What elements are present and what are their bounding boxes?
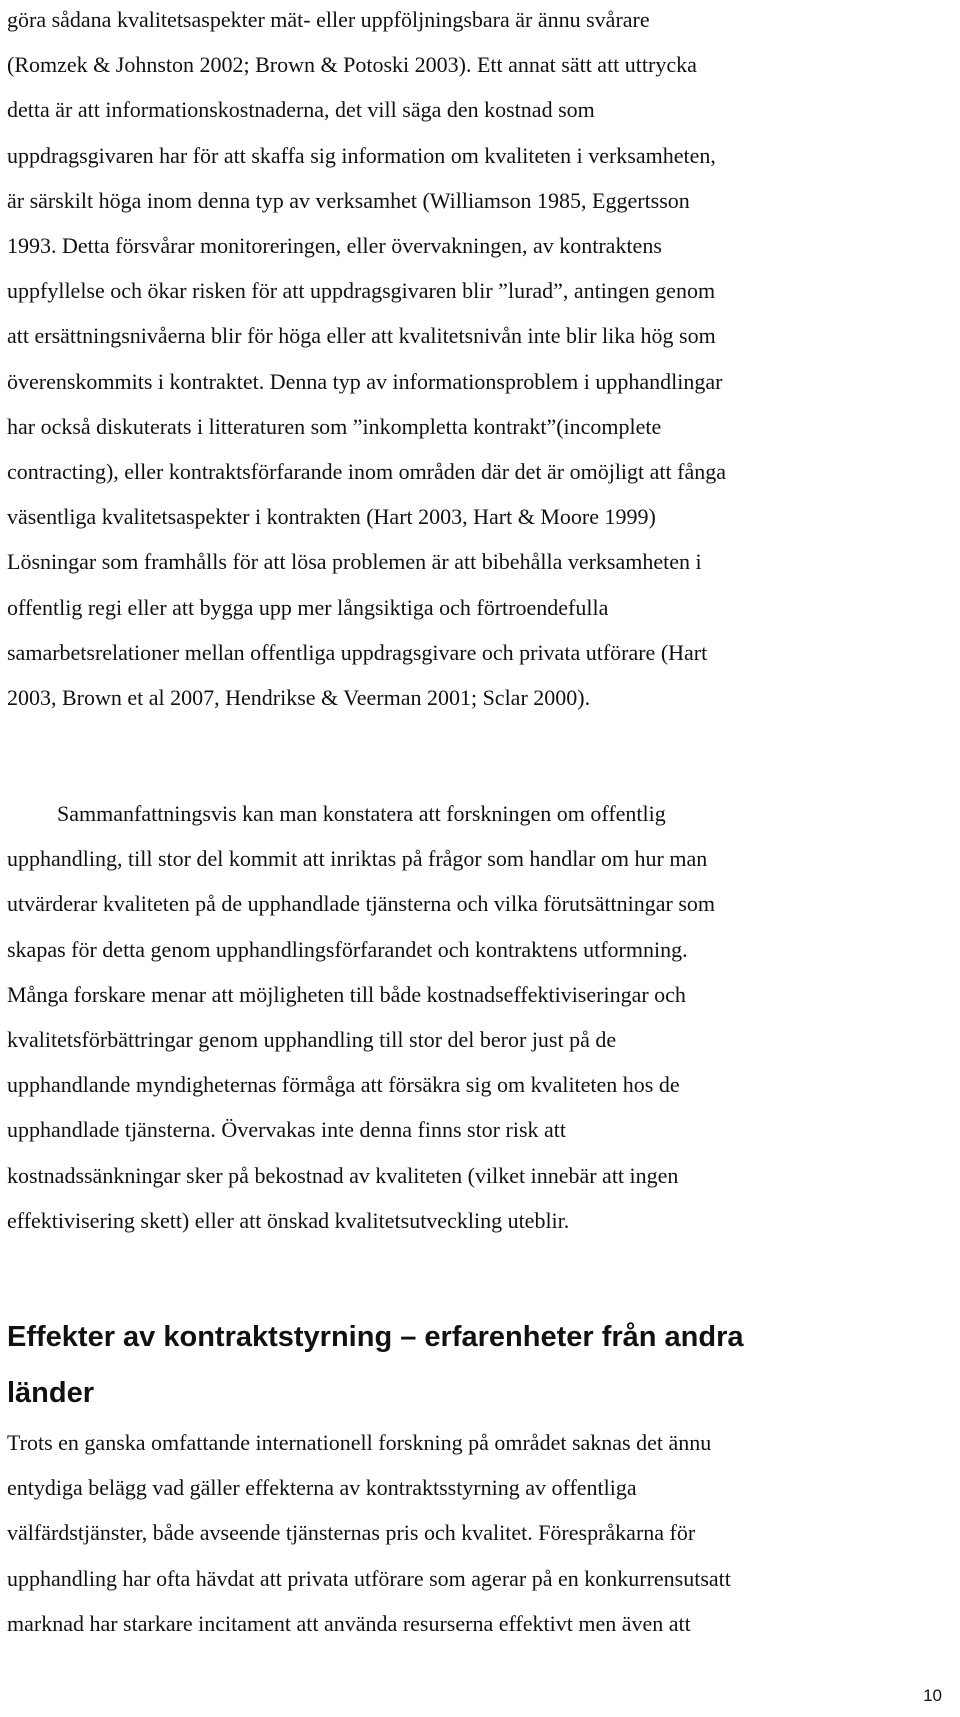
heading-line: länder [7,1377,95,1409]
text-line: väsentliga kvalitetsaspekter i kontrakten (Hart 2003, Hart & Moore 1999) [7,504,656,530]
text-line: utvärderar kvaliteten på de upphandlade tjänsterna och vilka förutsättningar som [7,891,716,917]
text-line: samarbetsrelationer mellan offentliga uppdragsgivare och privata utförare (Hart [7,639,708,665]
text-line: upphandlade tjänsterna. Övervakas inte denna finns stor risk att [7,1117,567,1143]
body-paragraph [7,0,726,720]
text-line: är särskilt höga inom denna typ av verksamhet (Williamson 1985, Eggertsson [7,187,690,213]
text-line: contracting), eller kontraktsförfarande inom områden där det är omöjligt att fånga [7,459,726,485]
text-line: 2003, Brown et al 2007, Hendrikse & Veerman 2001; Sclar 2000). [7,685,591,711]
text-line: Många forskare menar att möjligheten till både kostnadseffektiviseringar och [7,981,686,1007]
body-paragraph [7,1420,731,1646]
text-line: offentlig regi eller att bygga upp mer långsiktiga och förtroendefulla [7,594,609,620]
text-line: Trots en ganska omfattande internationell forskning på området saknas det ännu [7,1430,712,1455]
text-line: kostnadssänkningar sker på bekostnad av kvaliteten (vilket innebär att ingen [7,1162,679,1188]
text-line: uppfyllelse och ökar risken för att uppdragsgivaren blir ”lurad”, antingen genom [7,278,716,304]
text-line: Lösningar som framhålls för att lösa problemen är att bibehålla verksamheten i [7,549,702,575]
text-line: kvalitetsförbättringar genom upphandling till stor del beror just på de [7,1027,617,1053]
text-line: att ersättningsnivåerna blir för höga eller att kvalitetsnivån inte blir lika hög som [7,323,716,349]
text-line: göra sådana kvalitetsaspekter mät- eller uppföljningsbara är ännu svårare [7,7,650,32]
section-heading [7,1309,744,1421]
text-line: effektivisering skett) eller att önskad kvalitetsutveckling uteblir. [7,1207,570,1233]
heading-line: Effekter av kontraktstyrning – erfarenheter från andra [7,1321,744,1353]
text-line: upphandling har ofta hävdat att privata utförare som agerar på en konkurrensutsatt [7,1565,731,1591]
text-line: (Romzek & Johnston 2002; Brown & Potoski 2003). Ett annat sätt att uttrycka [7,52,697,78]
page-number: 10 [923,1686,942,1705]
text-line: överenskommits i kontraktet. Denna typ av informationsproblem i upphandlingar [7,368,723,394]
text-line: upphandlande myndigheternas förmåga att försäkra sig om kvaliteten hos de [7,1072,680,1098]
text-line: 1993. Detta försvårar monitoreringen, eller övervakningen, av kontraktens [7,233,662,259]
text-line: Sammanfattningsvis kan man konstatera att forskningen om offentlig [57,801,666,826]
text-line: entydiga belägg vad gäller effekterna av kontraktsstyrning av offentliga [7,1475,637,1501]
text-line: har också diskuterats i litteraturen som ”inkompletta kontrakt”(incomplete [7,413,662,439]
text-line: skapas för detta genom upphandlingsförfarandet och kontraktens utformning. [7,936,688,962]
text-line: upphandling, till stor del kommit att inriktas på frågor som handlar om hur man [7,846,708,872]
text-line: uppdragsgivaren har för att skaffa sig information om kvaliteten i verksamheten, [7,142,716,168]
text-line: välfärdstjänster, både avseende tjänsternas pris och kvalitet. Förespråkarna för [7,1520,696,1546]
text-line: detta är att informationskostnaderna, det vill säga den kostnad som [7,97,595,123]
text-line: marknad har starkare incitament att använda resurserna effektivt men även att [7,1610,691,1636]
body-paragraph [7,791,715,1243]
